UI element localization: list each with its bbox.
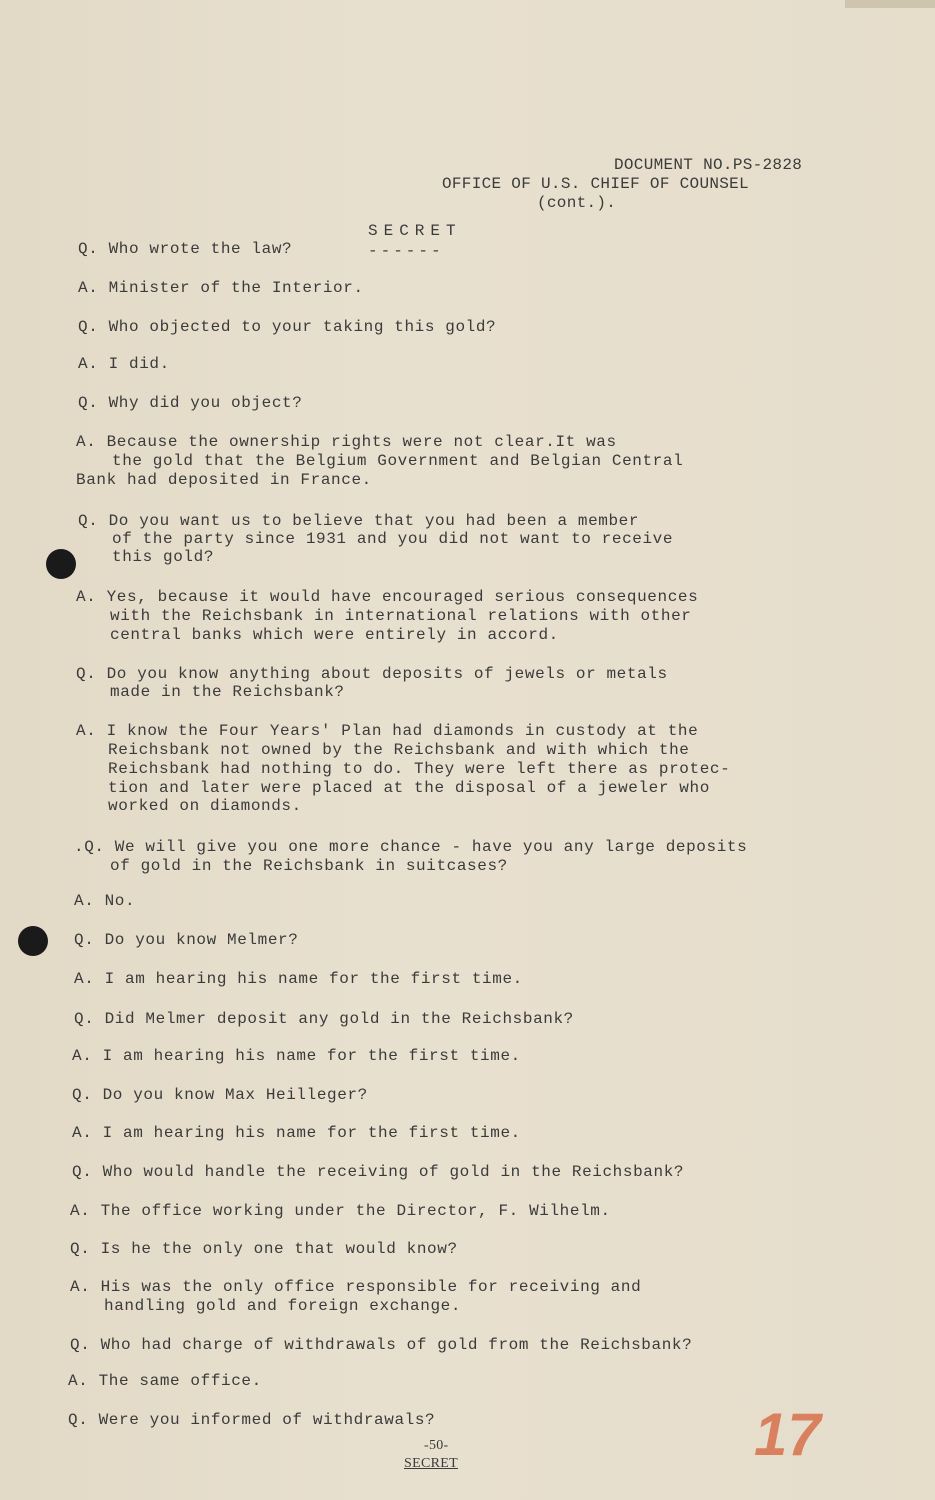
qa-line: Q. Do you know anything about deposits of jewels or metals [76, 665, 668, 683]
qa-line: A. The office working under the Director, F. Wilhelm. [70, 1202, 611, 1220]
qa-line: Q. Do you know Melmer? [74, 931, 299, 949]
qa-line: A. I know the Four Years' Plan had diamonds in custody at the [76, 722, 699, 740]
qa-line: Bank had deposited in France. [76, 471, 372, 489]
qa-line: handling gold and foreign exchange. [104, 1297, 462, 1315]
qa-line: with the Reichsbank in international relations with other [110, 607, 692, 625]
qa-line: .Q. We will give you one more chance - have you any large deposits [74, 838, 748, 856]
footer-secret: SECRET [404, 1456, 458, 1471]
qa-line: this gold? [112, 548, 215, 566]
qa-line: central banks which were entirely in accord. [110, 626, 559, 644]
qa-line: A. I did. [78, 355, 170, 373]
qa-line: Reichsbank had nothing to do. They were left there as protec- [108, 760, 731, 778]
punch-hole [46, 549, 76, 579]
secret-underline: ------ [368, 242, 444, 260]
qa-line: Q. Who had charge of withdrawals of gold from the Reichsbank? [70, 1336, 693, 1354]
qa-line: Q. Why did you object? [78, 394, 303, 412]
qa-line: Q. Is he the only one that would know? [70, 1240, 458, 1258]
qa-line: tion and later were placed at the disposal of a jeweler who [108, 779, 710, 797]
qa-line: A. I am hearing his name for the first time. [74, 970, 523, 988]
paper-edge [845, 0, 935, 8]
qa-line: Q. Do you know Max Heilleger? [72, 1086, 368, 1104]
qa-line: A. Because the ownership rights were not clear.It was [76, 433, 617, 451]
qa-line: of gold in the Reichsbank in suitcases? [110, 857, 508, 875]
qa-line: Q. Who would handle the receiving of gold in the Reichsbank? [72, 1163, 685, 1181]
qa-line: Q. Were you informed of withdrawals? [68, 1411, 436, 1429]
office-line: OFFICE OF U.S. CHIEF OF COUNSEL [442, 175, 749, 193]
qa-line: A. No. [74, 892, 136, 910]
qa-line: A. Minister of the Interior. [78, 279, 364, 297]
qa-line: Q. Did Melmer deposit any gold in the Reichsbank? [74, 1010, 574, 1028]
qa-line: the gold that the Belgium Government and Belgian Central [112, 452, 684, 470]
punch-hole [18, 926, 48, 956]
secret-heading: SECRET [368, 222, 462, 240]
qa-line: made in the Reichsbank? [110, 683, 345, 701]
document-number: DOCUMENT NO.PS-2828 [614, 156, 803, 174]
stamped-page-number: 17 [754, 1401, 821, 1468]
qa-line: Q. Do you want us to believe that you had been a member [78, 512, 640, 530]
qa-line: of the party since 1931 and you did not want to receive [112, 530, 674, 548]
qa-line: Q. Who objected to your taking this gold? [78, 318, 497, 336]
qa-line: A. I am hearing his name for the first time. [72, 1124, 521, 1142]
qa-line: A. His was the only office responsible for receiving and [70, 1278, 642, 1296]
page-number-footer: -50- [424, 1438, 449, 1453]
qa-line: A. I am hearing his name for the first time. [72, 1047, 521, 1065]
qa-line: worked on diamonds. [108, 797, 302, 815]
qa-line: Reichsbank not owned by the Reichsbank and with which the [108, 741, 690, 759]
qa-line: Q. Who wrote the law? [78, 240, 293, 258]
qa-line: A. Yes, because it would have encouraged serious consequences [76, 588, 699, 606]
continued-note: (cont.). [537, 194, 617, 212]
qa-line: A. The same office. [68, 1372, 262, 1390]
